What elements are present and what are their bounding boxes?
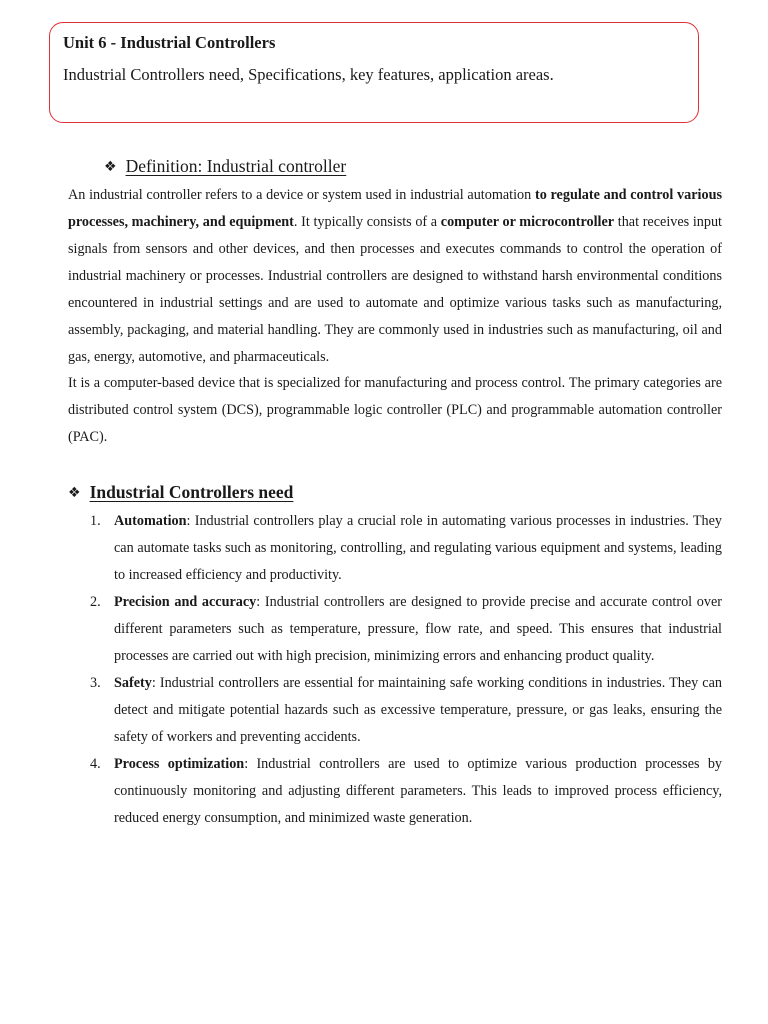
list-item — [68, 751, 722, 832]
list-item-number: 1. — [90, 513, 101, 529]
definition-paragraph — [68, 182, 722, 371]
list-item — [68, 508, 722, 589]
list-item-number: 3. — [90, 675, 101, 691]
list-item-term: Process optimization — [114, 756, 245, 772]
list-item — [68, 589, 722, 670]
definition-heading-text: Definition: Industrial controller — [125, 156, 347, 176]
definition-text-part: that receives input signals from sensors and other devices, and then processes and executes commands to control the operation of industrial machinery or processes. Industrial controllers are designed to withstand harsh environmental conditions encountered in industrial settings and are used to automate and optimize various tasks such as manufacturing, assembly, packaging, and material handling. They are commonly used in industries such as manufacturing, oil and gas, energy, automotive, and pharmaceuticals. — [68, 214, 722, 365]
definition-heading — [104, 156, 346, 177]
definition-bold-phrase: computer or microcontroller — [440, 214, 615, 230]
list-item-term: Safety — [114, 675, 152, 691]
list-item-term: Precision and accuracy — [114, 594, 257, 610]
need-heading-text: Industrial Controllers need — [89, 482, 294, 502]
need-list — [68, 508, 722, 832]
list-item-text: : Industrial controllers are essential for maintaining safe working conditions in industries. They can detect and mitigate potential hazards such as excessive temperature, pressure, or gas leaks, ensuring the safety of workers and preventing accidents. — [114, 675, 722, 745]
definition-text-part: . It typically consists of a — [293, 214, 441, 230]
list-item — [68, 670, 722, 751]
list-item-number: 2. — [90, 594, 101, 610]
unit-header-box — [49, 22, 699, 123]
definition-text-part: An industrial controller refers to a device or system used in industrial automation — [68, 187, 535, 203]
list-item-text: : Industrial controllers play a crucial role in automating various processes in industries. They can automate tasks such as monitoring, controlling, and regulating various equipment and systems, leading to increased efficiency and productivity. — [114, 513, 722, 583]
diamond-bullet-icon: ❖ — [68, 484, 81, 501]
list-item-text: : Industrial controllers are used to optimize various production processes by continuously monitoring and adjusting different parameters. This leads to improved process efficiency, reduced energy consumption, and minimized waste generation. — [114, 756, 723, 826]
definition-bold-phrase: to regulate and control various processes, machinery, and equipment — [68, 187, 722, 230]
need-heading — [68, 482, 293, 503]
list-item-term: Automation — [114, 513, 187, 529]
list-item-number: 4. — [90, 756, 101, 772]
diamond-bullet-icon: ❖ — [104, 158, 117, 175]
list-item-text: : Industrial controllers are designed to provide precise and accurate control over different parameters such as temperature, pressure, flow rate, and speed. This ensures that industrial processes are carried out with high precision, minimizing errors and enhancing product quality. — [114, 594, 722, 664]
unit-title: Unit 6 - Industrial Controllers — [63, 33, 276, 52]
unit-subtitle: Industrial Controllers need, Specifications, key features, application areas. — [63, 65, 554, 84]
categories-paragraph: It is a computer-based device that is specialized for manufacturing and process control. The primary categories are distributed control system (DCS), programmable logic controller (PLC) and programmable automation controller (PAC). — [68, 375, 722, 445]
